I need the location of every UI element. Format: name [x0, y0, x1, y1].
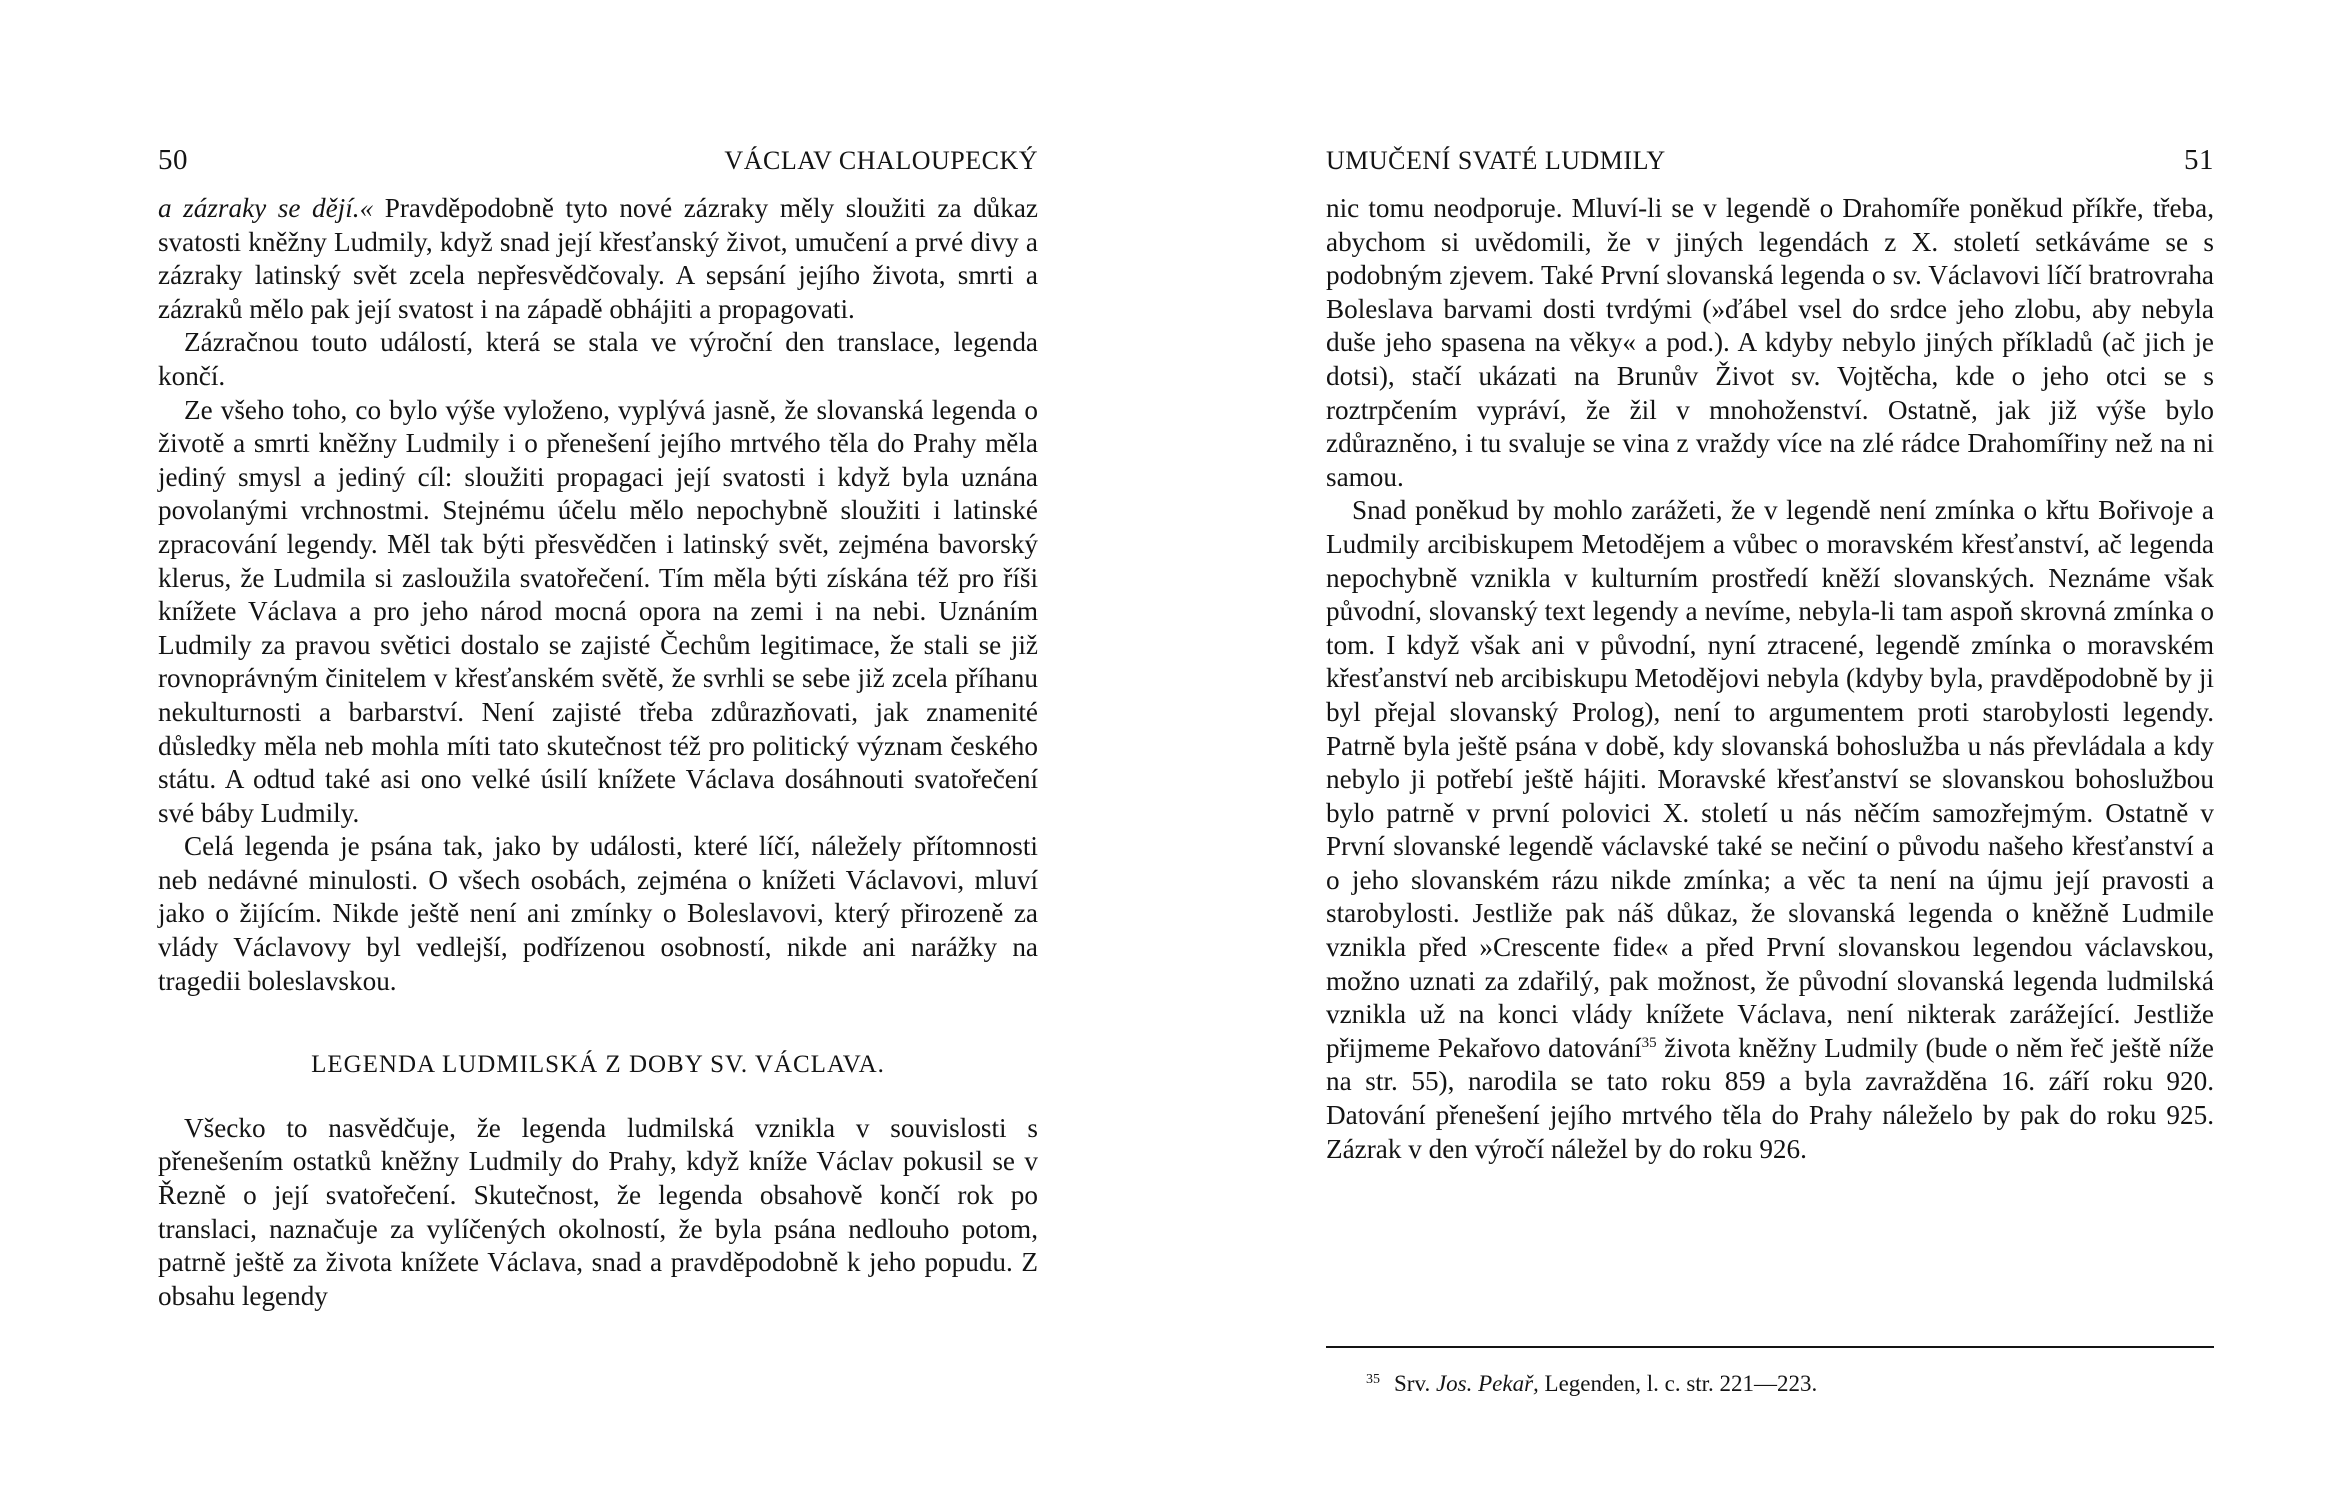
paragraph: Snad poněkud by mohlo zarážeti, že v legendě není zmínka o křtu Bořivoje a Ludmily arcibiskupem Metodějem a vůbec o moravském křesťanství, ač legenda nepochybně vznikla v kulturním prostředí kněží slovanských. Neznáme však původní, slovanský text legendy a nevíme, nebyla-li tam aspoň skrovná zmínka o tom. I když však ani v původní, nyní ztracené, legendě zmínka o moravském křesťanství neb arcibiskupu Metodějovi nebyla (kdyby byla, pravděpodobně by ji byl přejal slovanský Prolog), není to argumentem proti starobylosti legendy. Patrně byla ještě psána v době, kdy slovanská bohoslužba u nás převládala a kdy nebylo ji potřebí ještě hájiti. Moravské křesťanství se slovanskou bohoslužbou bylo patrně v první polovici X. století u nás něčím samozřejmým. Ostatně v První slovanské legendě václavské také se nečiní o původu našeho křesťanství a o jeho slovanském rázu nikde zmínka; a věc ta není na újmu její pravosti a starobylosti. Jestliže pak náš důkaz, že slovanská legenda o kněžně Ludmile vznikla před »Crescente fide« a před První slovanskou legendou václavskou, možno uznati za zdařilý, pak možnost, že původní slovanská legenda ludmilská vznikla už na konci vlády knížete Václava, není nikterak zarážející. Jestliže přijmeme Pekařovo datování$^{35}$ života kněžny Ludmily (bude o něm řeč ještě níže na str. 55), narodila se tato roku 859 a byla zavražděna 16. září roku 920. Datování přenešení jejího mrtvého těla do Prahy náleželo by pak do roku 925. Zázrak v den výročí náležel by do roku 926.: [1326, 495, 2214, 1164]
paragraph: Všecko to nasvědčuje, že legenda ludmilská vznikla v souvislosti s přenešením ostatků kněžny Ludmily do Prahy, když kníže Václav pokusil se v Řezně o její svatořečení. Skutečnost, že legenda obsahově končí rok po translaci, naznačuje za vylíčených okolností, že byla psána nedlouho potom, patrně ještě za života knížete Václava, snad a pravděpodobně k jeho popudu. Z obsahu legendy: [158, 1112, 1038, 1311]
italic-lead: a zázraky se dějí.«: [158, 193, 374, 223]
running-head-title: UMUČENÍ SVATÉ LUDMILY: [1326, 146, 1666, 175]
left-page: [158, 0, 1038, 1500]
running-head-title: VÁCLAV CHALOUPECKÝ: [724, 146, 1038, 175]
paragraph: Zázračnou touto událostí, která se stala ve výroční den translace, legenda končí.: [158, 327, 1038, 391]
page-number: 51: [2184, 144, 2214, 176]
paragraph: Ze všeho toho, co bylo výše vyloženo, vyplývá jasně, že slovanská legenda o životě a smrti kněžny Ludmily i o přenešení jejího mrtvého těla do Prahy měla jediný smysl a jediný cíl: sloužiti propagaci její svatosti i když byla uznána povolanými vrchnostmi. Stejnému účelu mělo nepochybně sloužiti i latinské zpracování legendy. Měl tak býti přesvědčen i latinský svět, zejména bavorský klerus, že Ludmila si zasloužila svatořečení. Tím měla býti získána též pro říši knížete Václava a pro jeho národ mocná opora na zemi i na nebi. Uznáním Ludmily za pravou světici dostalo se zajisté Čechům legitimace, že stali se již rovnoprávným činitelem v křesťanském světě, že svrhli se sebe již zcela příhanu nekulturnosti a barbarství. Není zajisté třeba zdůrazňovati, jak znamenité důsledky měla neb mohla míti tato skutečnost též pro politický význam českého státu. A odtud také asi ono velké úsilí knížete Václava dosáhnouti svatořečení své báby Ludmily.: [158, 394, 1038, 828]
footnote-divider: [1326, 1346, 2214, 1348]
body-text: [1326, 192, 2214, 1166]
footnote-author: Jos. Pekař,: [1435, 1371, 1539, 1396]
running-head: [158, 144, 1038, 178]
footnote: $^{35}$ Srv. Jos. Pekař, Legenden, l. c. str. 221—223.: [1366, 1371, 1818, 1396]
page-number: 50: [158, 144, 188, 176]
paragraph: nic tomu neodporuje. Mluví-li se v legendě o Drahomíře poněkud příkře, třeba, abychom si uvědomili, že v jiných legendách z X. století setkáváme se s podobným zjevem. Také První slovanská legenda o sv. Václavovi líčí bratrovraha Boleslava barvami dosti tvrdými (»ďábel vsel do srdce jeho zlobu, aby nebyla duše jeho spasena na věky« a pod.). A kdyby nebylo jiných příkladů (ač jich je dotsi), stačí ukázati na Brunův Život sv. Vojtěcha, kde o jeho otci se s roztrpčením vypráví, že žil v mnohoženství. Ostatně, jak již výše bylo zdůrazněno, i tu svaluje se vina z vraždy více na zlé rádce Drahomířiny než na ni samou.: [1326, 193, 2214, 492]
body-text: [158, 192, 1038, 1313]
running-head: [1326, 144, 2214, 178]
paragraph: a zázraky se dějí.« Pravděpodobně tyto nové zázraky měly sloužiti za důkaz svatosti kněžny Ludmily, když snad její křesťanský život, umučení a prvé divy a zázraky latinský svět zcela nepřesvědčovaly. A sepsání jejího života, smrti a zázraků mělo pak její svatost i na západě obhájiti a propagovati.: [158, 193, 1038, 324]
footnote-reference[interactable]: 35: [1641, 1034, 1657, 1051]
footnote-marker: 35: [1366, 1372, 1380, 1387]
paragraph: Celá legenda je psána tak, jako by události, které líčí, náležely přítomnosti neb nedávné minulosti. O všech osobách, zejména o knížeti Václavovi, mluví jako o žijícím. Nikde ještě není ani zmínky o Boleslavovi, který přirozeně za vlády Václavovy byl vedlejší, podřízenou osobností, nikde ani narážky na tragedii boleslavskou.: [158, 831, 1038, 996]
right-page: [1326, 0, 2214, 1500]
section-heading: LEGENDA LUDMILSKÁ Z DOBY SV. VÁCLAVA.: [311, 1051, 885, 1079]
